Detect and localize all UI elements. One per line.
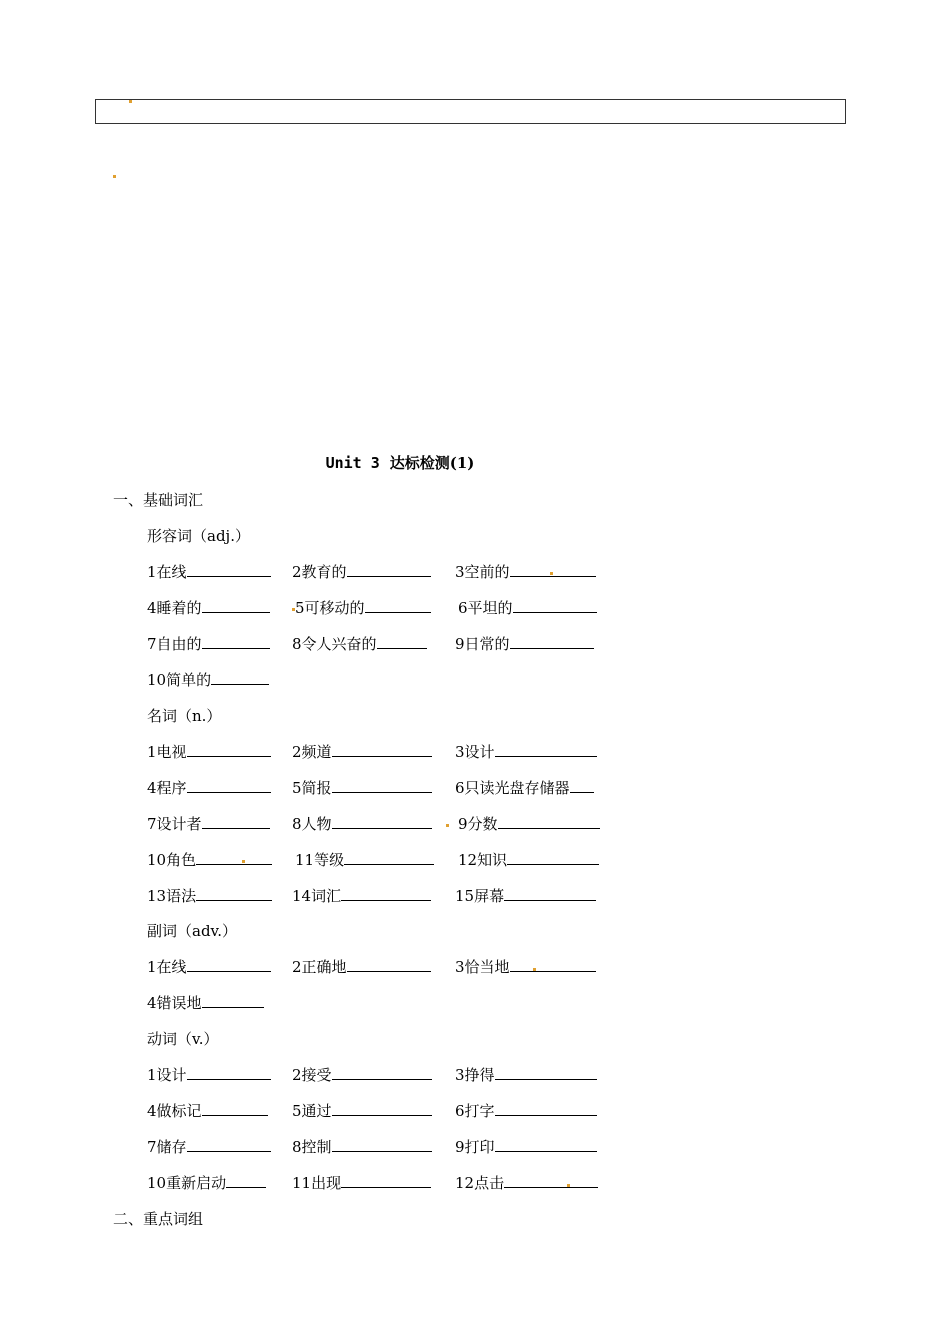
- answer-blank[interactable]: [202, 634, 270, 649]
- vocab-word: 13语法: [147, 887, 197, 905]
- vocab-word: 7自由的: [147, 635, 202, 653]
- vocab-word: 11等级: [295, 851, 345, 869]
- vocab-word: 2频道: [292, 743, 332, 761]
- answer-blank[interactable]: [202, 814, 270, 829]
- vocab-word: 6平坦的: [458, 599, 513, 617]
- vocab-item: [295, 597, 431, 618]
- marker-dot: [113, 175, 116, 178]
- vocab-item: [147, 1100, 268, 1121]
- answer-blank[interactable]: [495, 1137, 597, 1152]
- vocab-word: 3设计: [455, 743, 495, 761]
- answer-blank[interactable]: [510, 957, 596, 972]
- vocab-word: 12知识: [458, 851, 508, 869]
- vocab-word: 14词汇: [292, 887, 342, 905]
- answer-blank[interactable]: [202, 598, 270, 613]
- vocab-word: 10角色: [147, 851, 197, 869]
- answer-blank[interactable]: [570, 778, 594, 793]
- vocab-word: 4程序: [147, 779, 187, 797]
- answer-blank[interactable]: [341, 886, 431, 901]
- vocab-item: [455, 956, 596, 977]
- answer-blank[interactable]: [187, 1065, 271, 1080]
- vocab-item: [292, 813, 432, 834]
- vocab-word: 2接受: [292, 1066, 332, 1084]
- vocab-word: 4做标记: [147, 1102, 202, 1120]
- vocab-item: [292, 777, 432, 798]
- vocab-item: [455, 1136, 597, 1157]
- answer-blank[interactable]: [187, 562, 271, 577]
- answer-blank[interactable]: [347, 562, 431, 577]
- marker-dot: [533, 968, 536, 971]
- vocab-item: [147, 1064, 271, 1085]
- vocab-item: [147, 813, 270, 834]
- vocab-word: 1电视: [147, 743, 187, 761]
- vocab-word: 15屏幕: [455, 887, 505, 905]
- group-label-v: 动词（v.）: [147, 1030, 219, 1048]
- group-label-n: 名词（n.）: [147, 707, 222, 725]
- answer-blank[interactable]: [332, 814, 432, 829]
- answer-blank[interactable]: [332, 1065, 432, 1080]
- marker-dot: [242, 860, 245, 863]
- vocab-word: 12点击: [455, 1174, 505, 1192]
- vocab-item: [147, 633, 270, 654]
- vocab-item: [458, 597, 597, 618]
- unit-label: Unit 3: [325, 454, 380, 472]
- answer-blank[interactable]: [507, 850, 599, 865]
- vocab-word: 3空前的: [455, 563, 510, 581]
- vocab-word: 3恰当地: [455, 958, 510, 976]
- vocab-item: [455, 633, 594, 654]
- answer-blank[interactable]: [513, 598, 597, 613]
- answer-blank[interactable]: [495, 1065, 597, 1080]
- answer-blank[interactable]: [347, 957, 431, 972]
- vocab-word: 4睡着的: [147, 599, 202, 617]
- vocab-item: [147, 956, 271, 977]
- answer-blank[interactable]: [495, 742, 597, 757]
- vocab-item: [147, 1136, 271, 1157]
- vocab-word: 10简单的: [147, 671, 212, 689]
- answer-blank[interactable]: [187, 742, 271, 757]
- header-box: [95, 99, 846, 124]
- vocab-item: [455, 1064, 597, 1085]
- vocab-item: [292, 1064, 432, 1085]
- vocab-word: 3挣得: [455, 1066, 495, 1084]
- answer-blank[interactable]: [202, 1101, 268, 1116]
- answer-blank[interactable]: [377, 634, 427, 649]
- answer-blank[interactable]: [332, 1137, 432, 1152]
- answer-blank[interactable]: [498, 814, 600, 829]
- vocab-item: [458, 813, 600, 834]
- vocab-item: [147, 777, 271, 798]
- answer-blank[interactable]: [202, 993, 264, 1008]
- answer-blank[interactable]: [344, 850, 434, 865]
- vocab-item: [292, 1136, 432, 1157]
- section-heading: 一、基础词汇: [113, 491, 204, 509]
- vocab-item: [292, 741, 432, 762]
- vocab-item: [455, 1172, 598, 1193]
- vocab-word: 8令人兴奋的: [292, 635, 377, 653]
- answer-blank[interactable]: [196, 850, 272, 865]
- answer-blank[interactable]: [504, 886, 596, 901]
- answer-blank[interactable]: [341, 1173, 431, 1188]
- vocab-item: [292, 1172, 431, 1193]
- answer-blank[interactable]: [211, 670, 269, 685]
- vocab-item: [455, 1100, 597, 1121]
- vocab-word: 9打印: [455, 1138, 495, 1156]
- vocab-word: 1设计: [147, 1066, 187, 1084]
- vocab-word: 1在线: [147, 958, 187, 976]
- vocab-item: [147, 885, 272, 906]
- vocab-word: 7设计者: [147, 815, 202, 833]
- marker-dot: [446, 824, 449, 827]
- vocab-item: [455, 885, 596, 906]
- section-heading: 二、重点词组: [113, 1210, 204, 1228]
- vocab-item: [455, 741, 597, 762]
- group-label-adv: 副词（adv.）: [147, 922, 238, 940]
- vocab-word: 6打字: [455, 1102, 495, 1120]
- vocab-word: 8人物: [292, 815, 332, 833]
- vocab-item: [147, 741, 271, 762]
- vocab-item: [295, 849, 434, 870]
- answer-blank[interactable]: [196, 886, 272, 901]
- answer-blank[interactable]: [332, 742, 432, 757]
- vocab-word: 2正确地: [292, 958, 347, 976]
- vocab-word: 5简报: [292, 779, 332, 797]
- vocab-item: [147, 992, 264, 1013]
- vocab-item: [458, 849, 599, 870]
- vocab-word: 11出现: [292, 1174, 342, 1192]
- vocab-item: [292, 956, 431, 977]
- answer-blank[interactable]: [226, 1173, 266, 1188]
- answer-blank[interactable]: [504, 1173, 598, 1188]
- marker-dot: [129, 100, 132, 103]
- vocab-item: [292, 561, 431, 582]
- vocab-word: 10重新启动: [147, 1174, 227, 1192]
- answer-blank[interactable]: [187, 778, 271, 793]
- marker-dot: [550, 572, 553, 575]
- answer-blank[interactable]: [187, 957, 271, 972]
- answer-blank[interactable]: [332, 1101, 432, 1116]
- vocab-item: [147, 669, 269, 690]
- group-label-adj: 形容词（adj.）: [147, 527, 250, 545]
- vocab-item: [292, 885, 431, 906]
- vocab-item: [292, 1100, 432, 1121]
- vocab-word: 9分数: [458, 815, 498, 833]
- vocab-word: 8控制: [292, 1138, 332, 1156]
- vocab-word: 4错误地: [147, 994, 202, 1012]
- answer-blank[interactable]: [365, 598, 431, 613]
- marker-dot: [567, 1184, 570, 1187]
- vocab-word: 5可移动的: [295, 599, 365, 617]
- title-name: 达标检测(1): [389, 454, 475, 472]
- page-title: [0, 452, 800, 473]
- answer-blank[interactable]: [332, 778, 432, 793]
- answer-blank[interactable]: [495, 1101, 597, 1116]
- answer-blank[interactable]: [510, 634, 594, 649]
- vocab-item: [455, 561, 596, 582]
- vocab-item: [147, 561, 271, 582]
- vocab-item: [147, 597, 270, 618]
- vocab-word: 1在线: [147, 563, 187, 581]
- vocab-item: [455, 777, 594, 798]
- vocab-word: 2教育的: [292, 563, 347, 581]
- vocab-word: 7储存: [147, 1138, 187, 1156]
- vocab-word: 6只读光盘存储器: [455, 779, 570, 797]
- answer-blank[interactable]: [187, 1137, 271, 1152]
- vocab-item: [292, 633, 427, 654]
- vocab-item: [147, 1172, 266, 1193]
- vocab-item: [147, 849, 272, 870]
- vocab-word: 5通过: [292, 1102, 332, 1120]
- vocab-word: 9日常的: [455, 635, 510, 653]
